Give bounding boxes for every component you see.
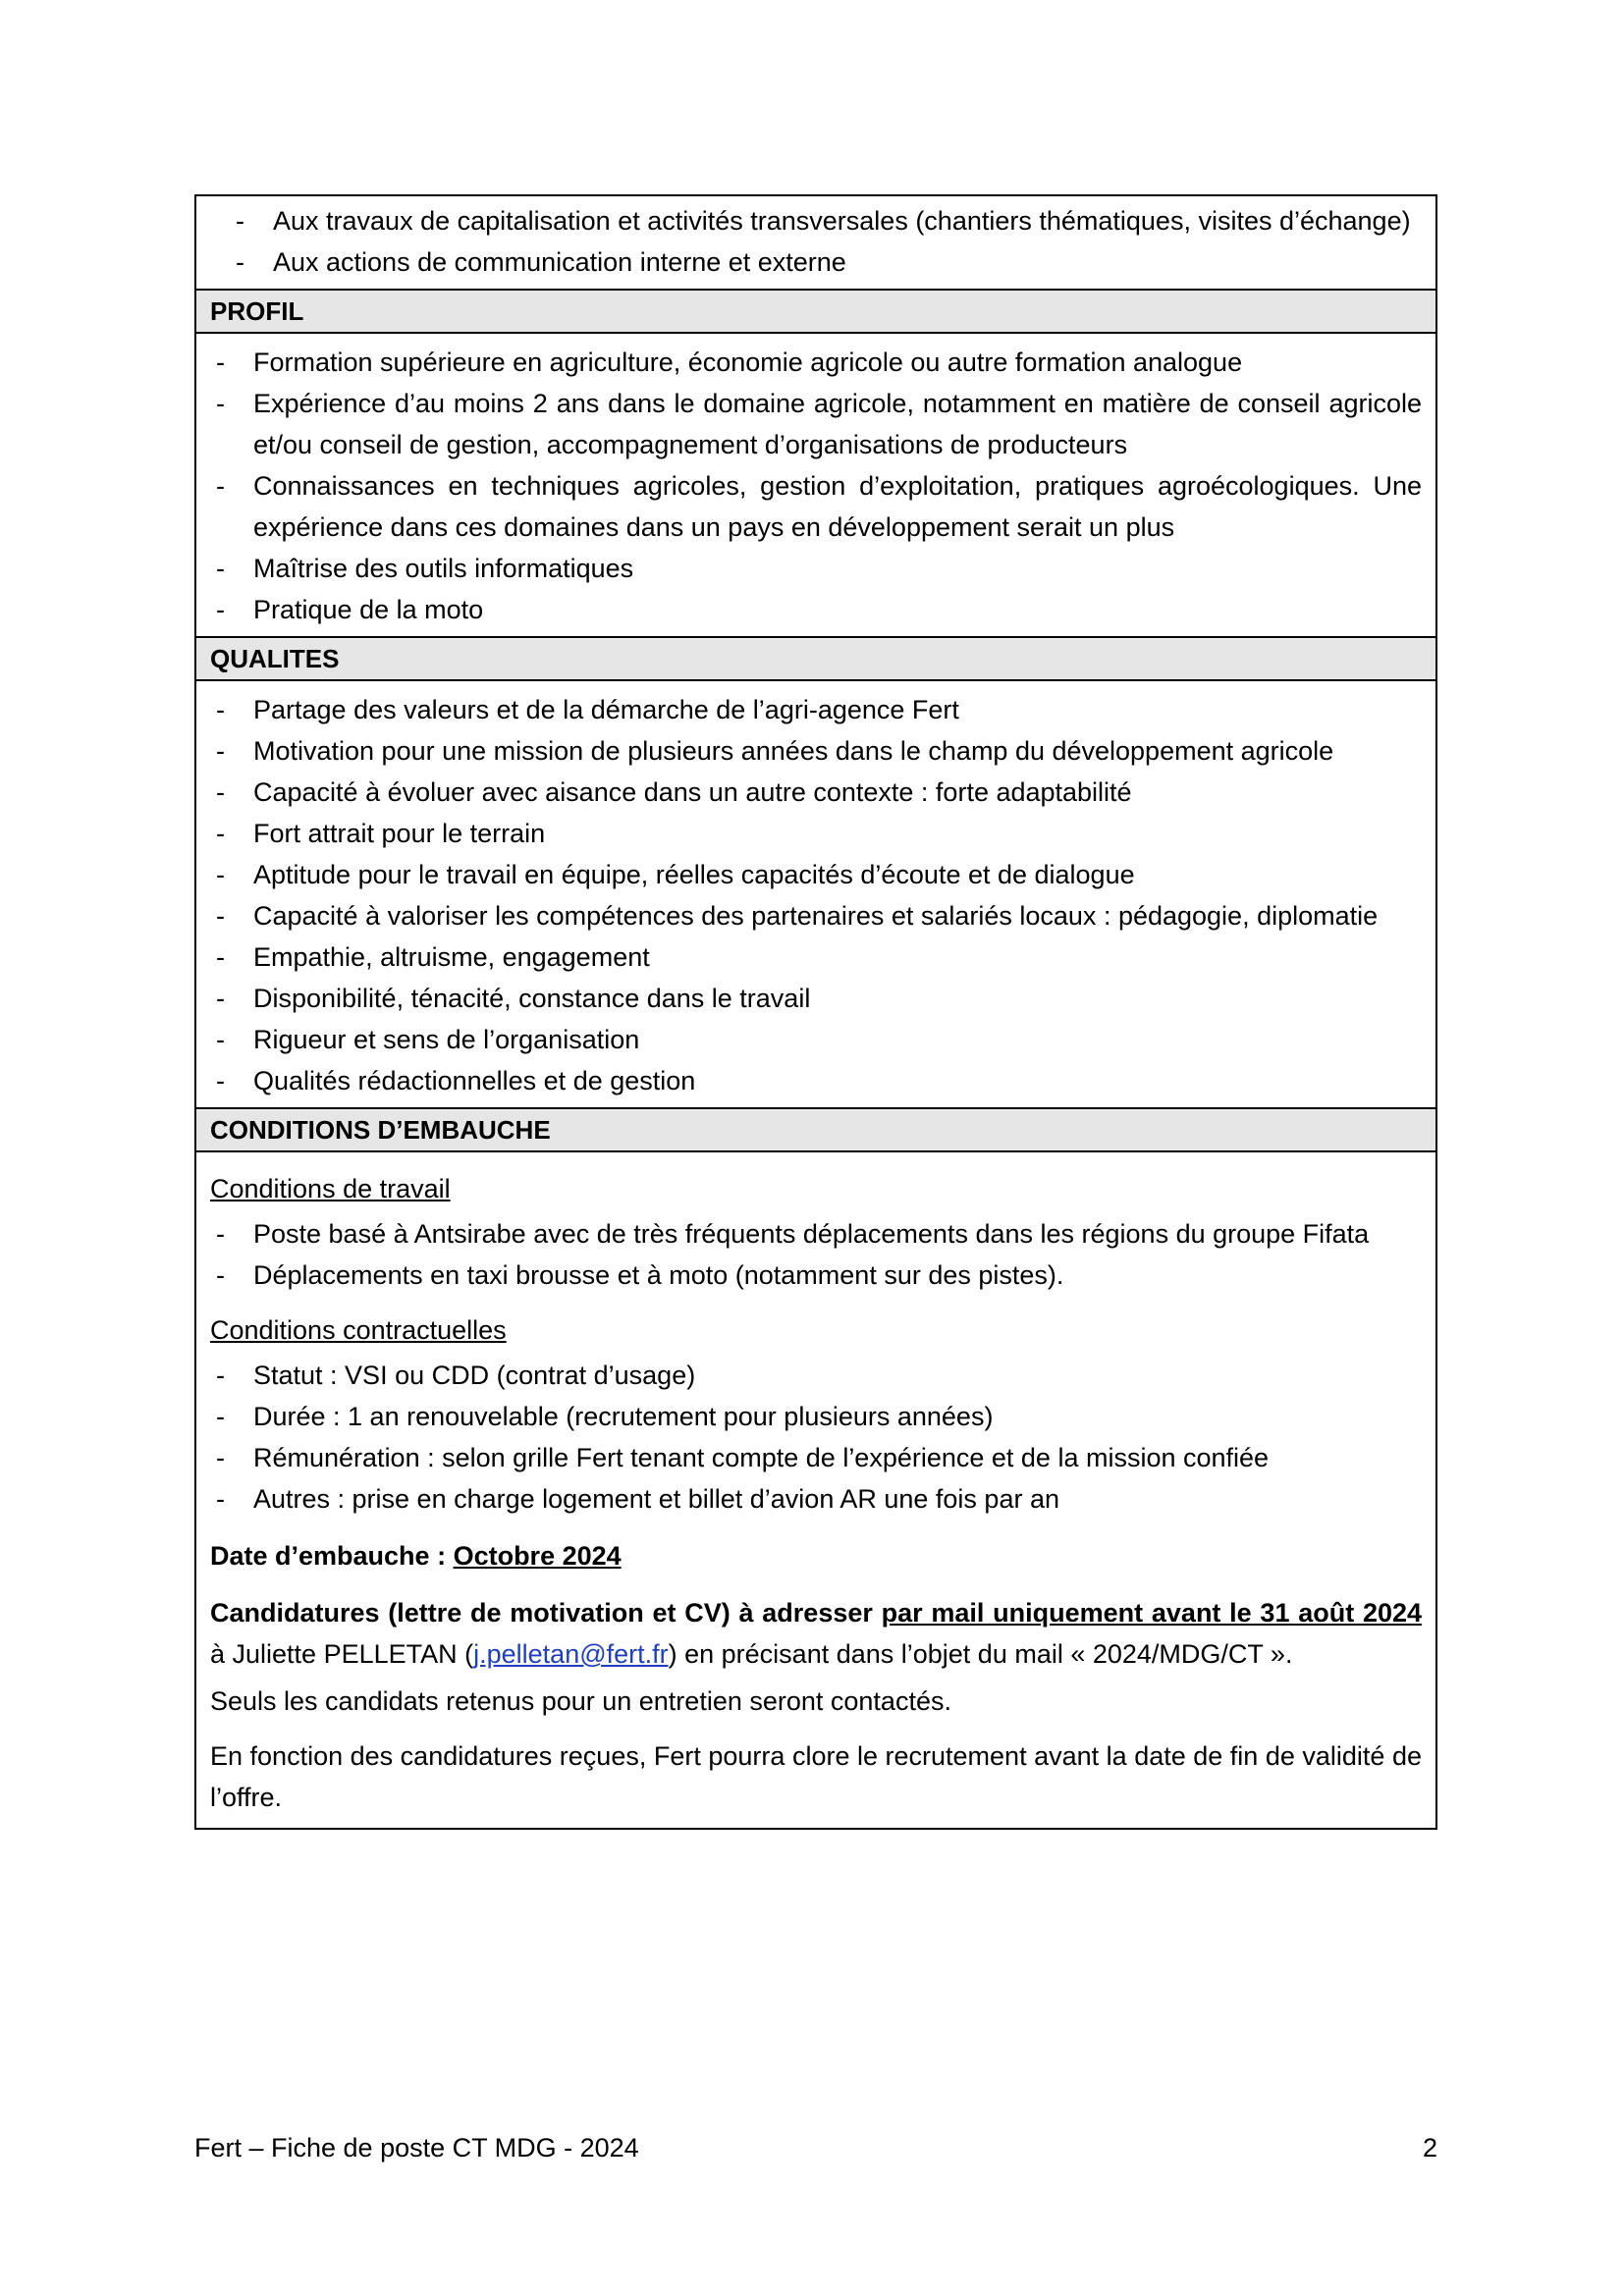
hire-date [210,1535,1422,1576]
job-offer-table [194,194,1437,1830]
page-number: 2 [1422,2133,1437,2163]
conditions-section [196,1107,1435,1828]
list-item: - Statut : VSI ou CDD (contrat d’usage) [216,1361,696,1390]
list-item: - Connaissances en techniques agricoles, gestion d’exploitation, pratiques agroécologiques. Une expérience dans ces domaines dans un pays en développement serait un plus [216,471,1422,542]
list-item: - Empathie, altruisme, engagement [216,942,650,972]
section-heading-profil: PROFIL [196,291,1435,334]
list-item: - Aptitude pour le travail en équipe, réelles capacités d’écoute et de dialogue [216,860,1135,889]
list-item: - Déplacements en taxi brousse et à moto (notamment sur des pistes). [216,1260,1064,1290]
subheading-conditions-travail: Conditions de travail [210,1174,451,1203]
list-item: - Capacité à évoluer avec aisance dans un autre contexte : forte adaptabilité [216,777,1132,807]
contrat-list [210,1355,1422,1520]
list-item: - Partage des valeurs et de la démarche de l’agri-agence Fert [216,695,959,724]
list-item: - Maîtrise des outils informatiques [216,554,634,583]
closing-note: En fonction des candidatures reçues, Fert pourra clore le recrutement avant la date de fin de validité de l’offre. [210,1741,1422,1812]
profil-list [210,342,1422,630]
footer-title: Fert – Fiche de poste CT MDG - 2024 [194,2133,639,2163]
list-item: - Durée : 1 an renouvelable (recrutement pour plusieurs années) [216,1402,994,1431]
list-item: - Qualités rédactionnelles et de gestion [216,1066,696,1095]
list-item: - Aux travaux de capitalisation et activités transversales (chantiers thématiques, visites d’échange) [236,206,1411,236]
list-item: - Formation supérieure en agriculture, économie agricole ou autre formation analogue [216,347,1243,377]
list-item: - Aux actions de communication interne et externe [236,247,846,277]
list-item: - Pratique de la moto [216,595,484,624]
list-item: - Autres : prise en charge logement et billet d’avion AR une fois par an [216,1484,1059,1514]
list-item: - Disponibilité, ténacité, constance dans le travail [216,984,811,1013]
section-heading-conditions: CONDITIONS D’EMBAUCHE [196,1109,1435,1152]
section-heading-qualites: QUALITES [196,638,1435,681]
application-instructions [210,1592,1422,1675]
list-item: - Expérience d’au moins 2 ans dans le domaine agricole, notamment en matière de conseil agricole et/ou conseil de gestion, accompagnement d’organisations de producteurs [216,389,1422,459]
email-link[interactable]: j.pelletan@fert.fr [473,1639,669,1669]
application-text: à Juliette PELLETAN ( [210,1639,474,1669]
selection-note: Seuls les candidats retenus pour un entretien seront contactés. [210,1686,951,1716]
application-text-bold: Candidatures (lettre de motivation et CV) à adresser [210,1598,882,1628]
application-deadline: par mail uniquement avant le 31 août 2024 [881,1598,1423,1628]
continuation-section [196,196,1435,289]
list-item: - Rémunération : selon grille Fert tenant compte de l’expérience et de la mission confiée [216,1443,1270,1472]
qualites-list [210,689,1422,1101]
qualites-section [196,636,1435,1107]
continuation-list [210,200,1422,283]
travail-list [210,1213,1422,1296]
list-item: - Motivation pour une mission de plusieurs années dans le champ du développement agricole [216,736,1334,766]
profil-section [196,289,1435,636]
subheading-conditions-contractuelles: Conditions contractuelles [210,1315,507,1345]
list-item: - Capacité à valoriser les compétences des partenaires et salariés locaux : pédagogie, diplomatie [216,901,1379,931]
page-footer [194,2128,1437,2167]
list-item: - Rigueur et sens de l’organisation [216,1025,640,1054]
hire-date-value: Octobre 2024 [453,1541,622,1571]
list-item: - Poste basé à Antsirabe avec de très fréquents déplacements dans les régions du groupe Fifata [216,1219,1370,1249]
hire-date-label: Date d’embauche : [210,1541,454,1571]
application-text-end: ) en précisant dans l’objet du mail « 2024/MDG/CT ». [668,1639,1293,1669]
list-item: - Fort attrait pour le terrain [216,819,546,848]
